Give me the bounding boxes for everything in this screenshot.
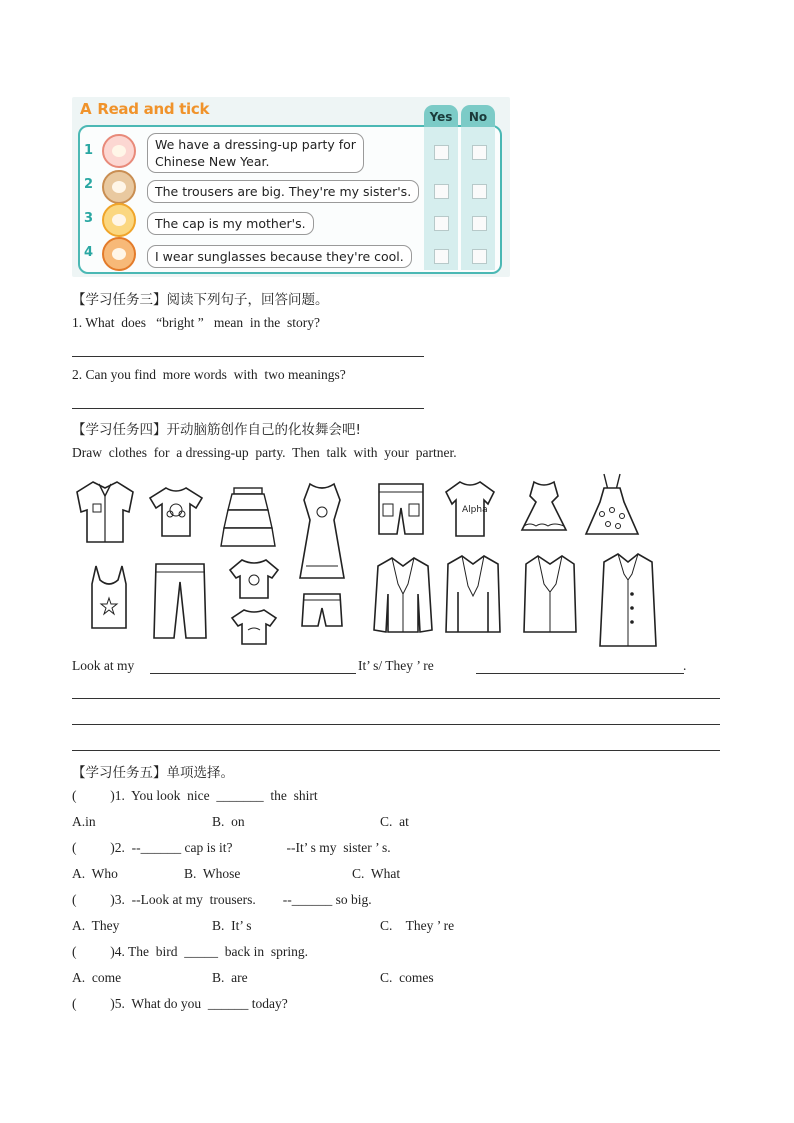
yes-checkbox[interactable]: [434, 145, 449, 160]
trousers-icon: [150, 560, 210, 642]
question-stem: ( )1. You look nice _______ the shirt: [72, 788, 318, 803]
section-letter: A: [80, 100, 92, 118]
row-number: 3: [84, 211, 94, 226]
option-b[interactable]: B. It’ s: [212, 918, 252, 933]
sentence-bubble: [147, 245, 412, 268]
task4-heading: 【学习任务四】开动脑筋创作自己的化妆舞会吧!: [72, 422, 361, 438]
section-title: Read and tick: [97, 100, 210, 118]
sentence-line: Chinese New Year.: [155, 154, 270, 169]
polka-dress-icon: [582, 470, 642, 540]
tiered-skirt-icon: [220, 486, 276, 550]
question-2: 2. Can you find more words with two meanings?: [72, 367, 346, 382]
suit-jacket-icon: [442, 552, 504, 636]
option-c[interactable]: C. They ’ re: [380, 918, 455, 933]
period: .: [683, 658, 687, 673]
option-a[interactable]: A. They: [72, 918, 120, 933]
option-b[interactable]: B. Whose: [184, 866, 241, 881]
yes-checkbox[interactable]: [434, 216, 449, 231]
look-at-my-label: Look at my: [72, 658, 135, 673]
tshirt-icon: [148, 484, 204, 540]
mouse-avatar-icon: [102, 170, 136, 204]
question-1: 1. What does “bright ” mean in the story?: [72, 315, 320, 330]
writing-line[interactable]: [72, 750, 720, 751]
no-checkbox[interactable]: [472, 184, 487, 199]
shorts-icon: [375, 480, 427, 538]
answer-line[interactable]: [476, 673, 684, 674]
tank-top-icon: [88, 564, 130, 632]
no-checkbox[interactable]: [472, 249, 487, 264]
answer-line[interactable]: [72, 356, 424, 357]
yes-checkbox[interactable]: [434, 249, 449, 264]
question-stem: ( )5. What do you ______ today?: [72, 996, 288, 1011]
option-b[interactable]: B. are: [212, 970, 248, 985]
task3-heading: 【学习任务三】阅读下列句子，回答问题。: [72, 292, 329, 308]
jacket-icon: [520, 552, 580, 636]
option-c[interactable]: C. What: [352, 866, 401, 881]
question-stem: ( )3. --Look at my trousers. --______ so big.: [72, 892, 372, 907]
option-b[interactable]: B. on: [212, 814, 245, 829]
long-coat-icon: [596, 550, 660, 652]
dress-icon: [296, 480, 348, 584]
girl-avatar-icon: [102, 134, 136, 168]
writing-line[interactable]: [72, 698, 720, 699]
no-header: No: [461, 105, 495, 127]
option-c[interactable]: C. comes: [380, 970, 434, 985]
option-c[interactable]: C. at: [380, 814, 409, 829]
row-number: 2: [84, 177, 94, 192]
sport-tshirt-icon: [444, 478, 496, 540]
sentence-bubble: [147, 180, 419, 203]
sentence-line: The trousers are big. They're my sister's.: [155, 184, 412, 199]
fox-avatar-icon: [102, 237, 136, 271]
svg-text:Alpha: Alpha: [462, 505, 488, 515]
blazer-icon: [372, 554, 434, 636]
answer-line[interactable]: [150, 673, 356, 674]
row-number: 1: [84, 143, 94, 158]
option-a[interactable]: A. Who: [72, 866, 118, 881]
task5-heading: 【学习任务五】单项选择。: [72, 765, 234, 781]
no-checkbox[interactable]: [472, 216, 487, 231]
kids-outfit-icon: [226, 556, 282, 648]
short-pants-icon: [300, 590, 344, 632]
sentence-bubble: [147, 133, 364, 173]
sentence-line: The cap is my mother's.: [155, 216, 306, 231]
yes-checkbox[interactable]: [434, 184, 449, 199]
question-stem: ( )2. --______ cap is it? --It’ s my sister ’ s.: [72, 840, 391, 855]
its-theyre-label: It’ s/ They ’ re: [358, 658, 434, 673]
shirt-icon: [73, 478, 137, 546]
panel-title: [80, 100, 209, 118]
row-number: 4: [84, 245, 94, 260]
small-dress-icon: [518, 478, 570, 534]
sentence-bubble: [147, 212, 314, 235]
sentence-line: We have a dressing-up party for: [155, 137, 356, 152]
cat-avatar-icon: [102, 203, 136, 237]
writing-line[interactable]: [72, 724, 720, 725]
option-a[interactable]: A. come: [72, 970, 122, 985]
sentence-line: I wear sunglasses because they're cool.: [155, 249, 404, 264]
question-stem: ( )4. The bird _____ back in spring.: [72, 944, 308, 959]
yes-header: Yes: [424, 105, 458, 127]
no-checkbox[interactable]: [472, 145, 487, 160]
task4-instruction: Draw clothes for a dressing-up party. Then talk with your partner.: [72, 445, 457, 460]
answer-line[interactable]: [72, 408, 424, 409]
option-a[interactable]: A.in: [72, 814, 96, 829]
